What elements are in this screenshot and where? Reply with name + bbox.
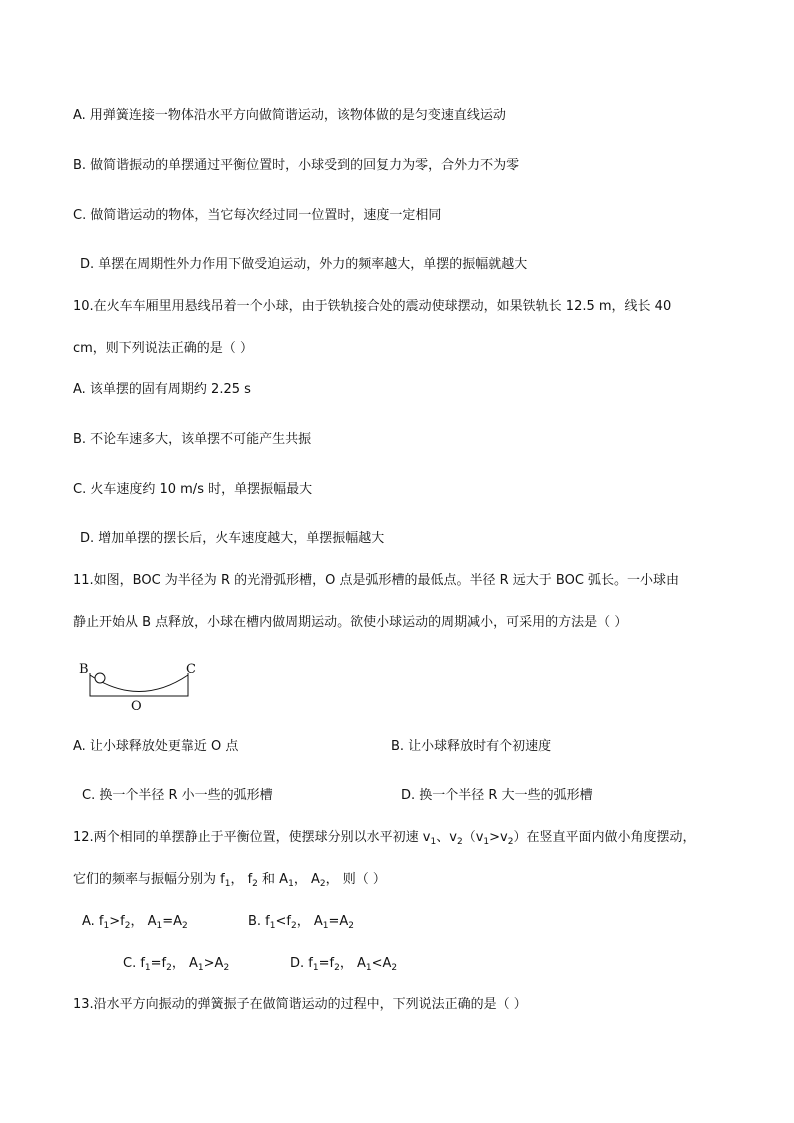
diagram-label-c: C	[186, 662, 196, 677]
diagram-label-o: O	[131, 699, 142, 714]
q11-option-d: D. 换一个半径 R 大一些的弧形槽	[401, 788, 593, 803]
diagram-label-b: B	[79, 662, 89, 677]
q12-option-a: A. $f_1>f_2$， $A_1=A_2$	[82, 914, 188, 931]
q12-option-c: C. $f_1=f_2$， $A_1>A_2$	[123, 956, 230, 973]
q10-option-d: D. 增加单摆的摆长后，火车速度越大，单摆振幅越大	[80, 531, 385, 546]
q12-option-b: B. $f_1<f_2$， $A_1=A_2$	[248, 914, 355, 931]
q11-stem-line1: 11.如图，BOC 为半径为 R 的光滑弧形槽，O 点是弧形槽的最低点。半径 R 远大于 BOC 弧长。一小球由	[73, 573, 680, 588]
q11-stem-line2: 静止开始从 B 点释放，小球在槽内做周期运动。欲使小球运动的周期减小，可采用的方法是（ ）	[73, 615, 628, 630]
q9-option-d: D. 单摆在周期性外力作用下做受迫运动，外力的频率越大，单摆的振幅就越大	[80, 257, 528, 272]
q10-option-c: C. 火车速度约 10 m/s 时，单摆振幅最大	[73, 482, 313, 497]
q11-option-a: A. 让小球释放处更靠近 O 点	[73, 739, 239, 754]
q9-option-c: C. 做简谐运动的物体，当它每次经过同一位置时，速度一定相同	[73, 208, 442, 223]
ball-icon	[95, 673, 105, 683]
q9-option-b: B. 做简谐振动的单摆通过平衡位置时，小球受到的回复力为零，合外力不为零	[73, 158, 520, 173]
q12-stem-line2: 它们的频率与振幅分别为 $f_1$， $f_2$ 和 $A_1$， $A_2$， 则（ ）	[73, 872, 386, 889]
q12-stem-line1: 12.两个相同的单摆静止于平衡位置，使摆球分别以水平初速 $v_1$、$v_2(v_1>v_2)$在竖直平面内做小角度摆动，	[73, 830, 696, 847]
q9-option-a: A. 用弹簧连接一物体沿水平方向做简谐运动，该物体做的是匀变速直线运动	[73, 108, 506, 123]
arc-groove-diagram	[78, 658, 208, 714]
q10-option-a: A. 该单摆的固有周期约 2.25 s	[73, 382, 251, 397]
q11-option-c: C. 换一个半径 R 小一些的弧形槽	[82, 788, 273, 803]
q10-stem-line1: 10.在火车车厢里用悬线吊着一个小球，由于铁轨接合处的震动使球摆动，如果铁轨长 12.5 m，线长 40	[73, 299, 672, 314]
q10-stem-line2: cm，则下列说法正确的是（ ）	[73, 341, 253, 356]
q10-option-b: B. 不论车速多大，该单摆不可能产生共振	[73, 432, 312, 447]
q11-option-b: B. 让小球释放时有个初速度	[391, 739, 552, 754]
q12-option-d: D. $f_1=f_2$， $A_1<A_2$	[290, 956, 398, 973]
q13-stem: 13.沿水平方向振动的弹簧振子在做简谐运动的过程中，下列说法正确的是（ ）	[73, 997, 527, 1012]
